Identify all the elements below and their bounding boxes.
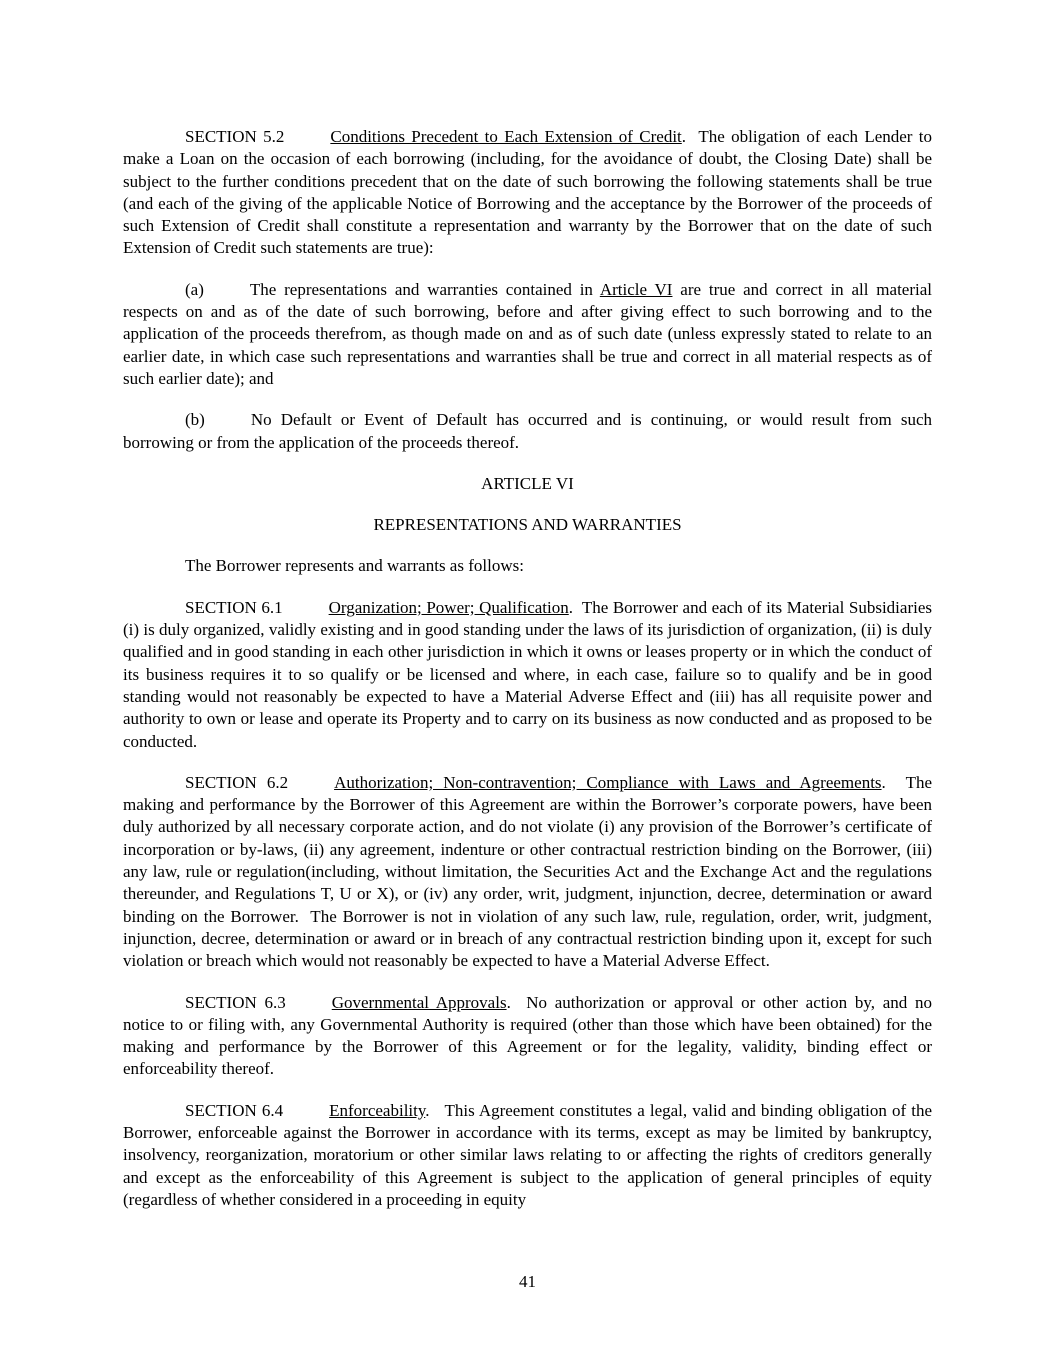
text-run: The representations and warranties contained in — [249, 279, 600, 299]
subsection-a-paragraph — [123, 279, 932, 390]
text-run: . The Borrower and each of its Material Subsidiaries (i) is duly organized, validly existing and in good standing under the laws of its jurisdiction of organization, (ii) is duly qualified and in good standing in each other jurisdiction in which it owns or leases property or in which the conduct of its business requires it to so qualify or be licensed and where, in each case, failure so to qualify and be in good standing would not reasonably be expected to have a Material Adverse Effect and (iii) has all requisite power and authority to own or lease and operate its Property and to carry on its business as now conducted and as proposed to be conducted. — [123, 597, 932, 751]
text-run: (b) — [185, 410, 205, 430]
page-number: 41 — [519, 1271, 536, 1291]
text-run: ARTICLE VI — [481, 473, 574, 493]
text-run: REPRESENTATIONS AND WARRANTIES — [373, 515, 682, 535]
text-run: . This Agreement constitutes a legal, valid and binding obligation of the Borrower, enforceable against the Borrower in accordance with its terms, except as may be limited by bankruptcy, insolvency, reorganization, moratorium or other similar laws relating to or affecting the rights of creditors generally and except as the enforceability of this Agreement is subject to the application of general principles of equity (regardless of whether considered in a proceeding in equity — [123, 1100, 933, 1209]
text-run: SECTION 6.4 — [185, 1100, 284, 1120]
text-run: SECTION 5.2 — [185, 127, 285, 146]
text-run: SECTION 6.3 — [185, 992, 286, 1012]
text-run: The Borrower represents and warrants as follows: — [185, 556, 524, 576]
section-6-3-paragraph — [123, 992, 932, 1081]
representations-warranties-heading — [123, 514, 932, 536]
text-run: SECTION 6.2 — [185, 772, 289, 792]
text-run: . No authorization or approval or other action by, and no notice to or filing with, any Governmental Authority is required (other than those which have been obtained) for the making and performance by the Borrower of this Agreement or for the legality, validity, binding effect or enforceability thereof. — [123, 992, 932, 1079]
text-run: . The making and performance by the Borrower of this Agreement are within the Borrower’s corporate powers, have been duly authorized by all necessary corporate action, and do not violate (i) any provision of the Borrower’s certificate of incorporation or by-laws, (ii) any agreement, indenture or other contractual restriction binding on the Borrower, (iii) any law, rule or regulation(including, without limitation, the Securities Act and the Exchange Act and the regulations thereunder, and Regulations T, U or X), or (iv) any order, writ, judgment, injunction, decree, determination or award binding on the Borrower. The Borrower is not in violation of any such law, rule, regulation, order, writ, judgment, injunction, decree, determination or award or in breach of any contractual restriction binding upon it, except for such violation or breach which would not reasonably be expected to have a Material Adverse Effect. — [123, 772, 933, 971]
subsection-b-paragraph — [123, 409, 932, 454]
text-run: No Default or Event of Default has occurred and is continuing, or would result from such borrowing or from the application of the proceeds thereof. — [123, 410, 932, 452]
underlined-text: Conditions Precedent to Each Extension of Credit — [330, 127, 682, 146]
underlined-text: Article VI — [599, 279, 673, 299]
article-vi-heading — [123, 473, 932, 495]
section-6-4-paragraph — [123, 1100, 932, 1211]
section-6-1-paragraph — [123, 597, 932, 753]
intro-paragraph — [123, 555, 932, 577]
document-body — [123, 126, 932, 1211]
underlined-text: Authorization; Non-contravention; Compliance with Laws and Agreements — [334, 772, 882, 792]
text-run: (a) — [185, 279, 204, 299]
text-run: are true and correct in all material respects on and as of the date of such borrowing, before and after giving effect to such borrowing and to the application of the proceeds therefrom, as though made on and as of such date (unless expressly stated to relate to an earlier date, in which case such representations and warranties shall be true and correct in all material respects as of such earlier date); and — [123, 279, 932, 388]
text-run: SECTION 6.1 — [185, 597, 283, 617]
text-run: . The obligation of each Lender to make a Loan on the occasion of each borrowing (including, for the avoidance of doubt, the Closing Date) shall be subject to the further conditions precedent that on the date of such borrowing the following statements shall be true (and each of the giving of the applicable Notice of Borrowing and the acceptance by the Borrower of the proceeds of such Extension of Credit shall constitute a representation and warranty by the Borrower that on the date of such Extension of Credit such statements are true): — [123, 127, 932, 258]
underlined-text: Governmental Approvals — [331, 992, 507, 1012]
underlined-text: Enforceability — [329, 1100, 426, 1120]
section-5-2-paragraph — [123, 126, 932, 260]
section-6-2-paragraph — [123, 772, 932, 973]
underlined-text: Organization; Power; Qualification — [328, 597, 569, 617]
